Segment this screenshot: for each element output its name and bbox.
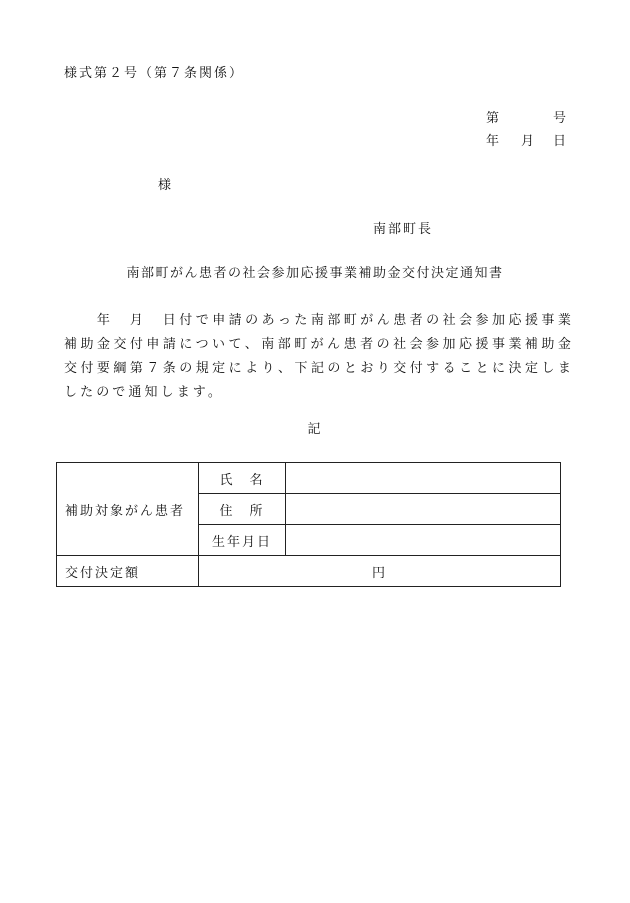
addressee-honorific: 様 bbox=[158, 178, 174, 193]
document-date-year: 年 bbox=[486, 134, 500, 149]
field-value-address bbox=[286, 494, 561, 525]
body-paragraph: 年 月 日付で申請のあった南部町がん患者の社会参加応援事業補助金交付申請について、南部町がん患者の社会参加応援事業補助金交付要綱第７条の規定により、下記のとおり交付することに決定しましたので通知します。 bbox=[64, 313, 574, 400]
field-label-birthdate: 生年月日 bbox=[199, 525, 286, 556]
field-label-name: 氏 名 bbox=[199, 463, 286, 494]
issuer-name: 南部町長 bbox=[373, 222, 434, 237]
amount-unit-cell: 円 bbox=[199, 556, 561, 587]
document-number-prefix: 第 bbox=[486, 111, 500, 126]
ki-heading: 記 bbox=[307, 422, 323, 437]
document-date bbox=[486, 134, 566, 150]
field-value-birthdate bbox=[286, 525, 561, 556]
amount-label-cell: 交付決定額 bbox=[57, 556, 199, 587]
document-date-month: 月 bbox=[521, 134, 535, 149]
document-number-suffix: 号 bbox=[553, 111, 567, 126]
document-title: 南部町がん患者の社会参加応援事業補助金交付決定通知書 bbox=[126, 266, 504, 281]
table-row bbox=[57, 463, 561, 494]
table-row bbox=[57, 556, 561, 587]
patient-header-cell: 補助対象がん患者 bbox=[57, 463, 199, 556]
document-date-day: 日 bbox=[553, 134, 567, 149]
document-number bbox=[486, 111, 566, 127]
field-label-address: 住 所 bbox=[199, 494, 286, 525]
field-value-name bbox=[286, 463, 561, 494]
form-number: 様式第２号（第７条関係） bbox=[64, 66, 245, 81]
subsidy-table bbox=[56, 462, 561, 587]
